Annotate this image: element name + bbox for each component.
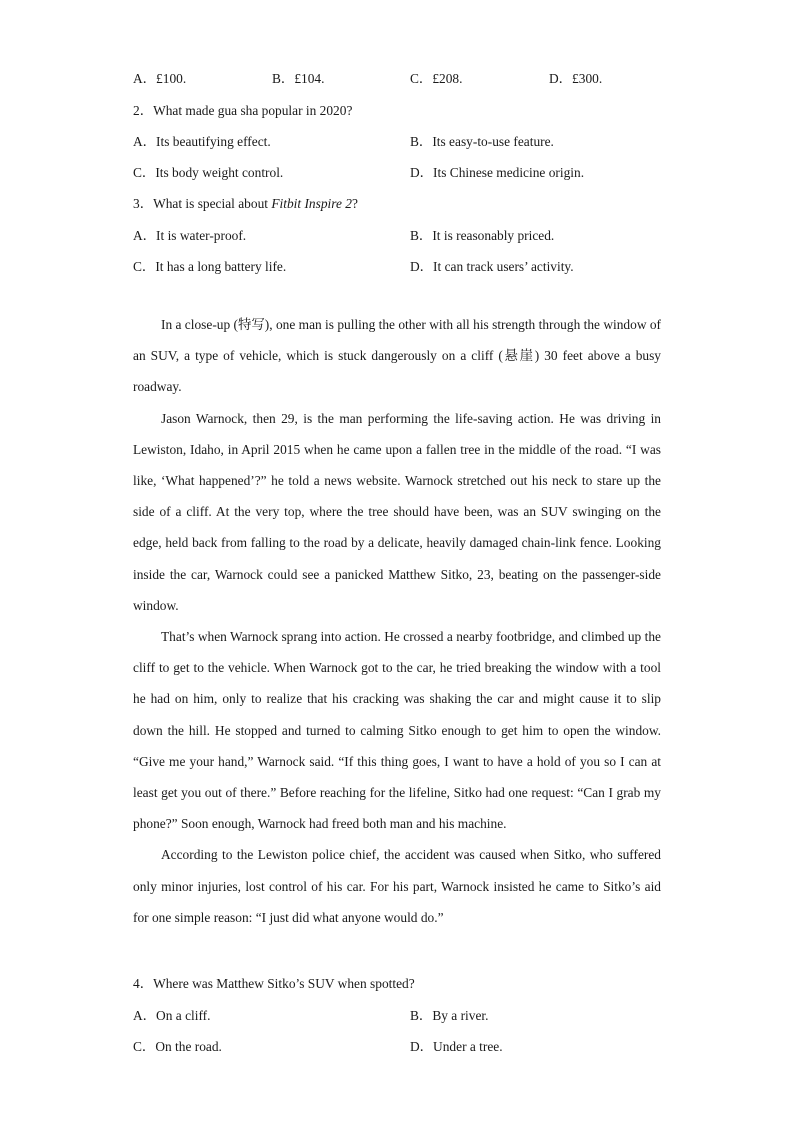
q2-option-d: D．Its Chinese medicine origin. — [410, 165, 585, 180]
q3-option-d: D．It can track users’ activity. — [410, 259, 574, 274]
reading-passage — [133, 309, 661, 933]
q4-option-d: D．Under a tree. — [410, 1039, 503, 1054]
passage-paragraph-4: According to the Lewiston police chief, the accident was caused when Sitko, who suffered only minor injuries, lost control of his car. For his part, Warnock insisted he came to Sitko’s aid for one simple reason: “I just did what anyone would do.” — [133, 847, 661, 925]
q1-option-a: A．£100. — [133, 71, 187, 86]
passage-paragraph-3: That’s when Warnock sprang into action. He crossed a nearby footbridge, and climbed up the cliff to get to the vehicle. When Warnock got to the car, he tried breaking the window with a tool he had on him, only to realize that his cracking was shaking the car and might cause it to slip down the hill. He stopped and turned to calming Sitko enough to get him to open the window. “Give me your hand,” Warnock said. “If this thing goes, I want to have a hold of you so I can at least get you out of there.” Before reaching for the lifeline, Sitko had one request: “Can I grab my phone?” Soon enough, Warnock had freed both man and his machine. — [133, 629, 661, 832]
q3-option-a: A．It is water-proof. — [133, 228, 247, 243]
q4-option-c: C．On the road. — [133, 1039, 222, 1054]
q4-option-a: A．On a cliff. — [133, 1008, 211, 1023]
q3-option-b: B．It is reasonably priced. — [410, 228, 555, 243]
q1-option-b: B．£104. — [272, 71, 325, 86]
q3-question — [133, 193, 358, 212]
q4-question: 4．Where was Matthew Sitko’s SUV when spotted? — [133, 976, 415, 991]
q3-question-product: Fitbit Inspire 2 — [271, 196, 352, 211]
q3-question-suffix: ? — [351, 196, 358, 211]
q4-option-b: B．By a river. — [410, 1008, 489, 1023]
q1-option-c: C．£208. — [410, 71, 463, 86]
q3-question-prefix: 3．What is special about — [133, 196, 272, 211]
q1-option-d: D．£300. — [549, 71, 603, 86]
passage-paragraph-2: Jason Warnock, then 29, is the man performing the life-saving action. He was driving in Lewiston, Idaho, in April 2015 when he came upon a fallen tree in the middle of the road. “I was like, ‘What happened’?” he told a news website. Warnock stretched out his neck to stare up the side of a cliff. At the very top, where the tree should have been, was an SUV swinging on the edge, held back from falling to the road by a delicate, heavily damaged chain-link fence. Looking inside the car, Warnock could see a panicked Matthew Sitko, 23, beating on the passenger-side window. — [133, 410, 661, 613]
q2-option-a: A．Its beautifying effect. — [133, 134, 271, 149]
q2-option-b: B．Its easy-to-use feature. — [410, 134, 554, 149]
q2-question: 2．What made gua sha popular in 2020? — [133, 103, 353, 118]
q2-option-c: C．Its body weight control. — [133, 165, 284, 180]
q3-option-c: C．It has a long battery life. — [133, 259, 287, 274]
passage-paragraph-1: In a close-up (特写), one man is pulling the other with all his strength through the window of an SUV, a type of vehicle, which is stuck dangerously on a cliff (悬崖) 30 feet above a busy roadway. — [133, 317, 661, 395]
